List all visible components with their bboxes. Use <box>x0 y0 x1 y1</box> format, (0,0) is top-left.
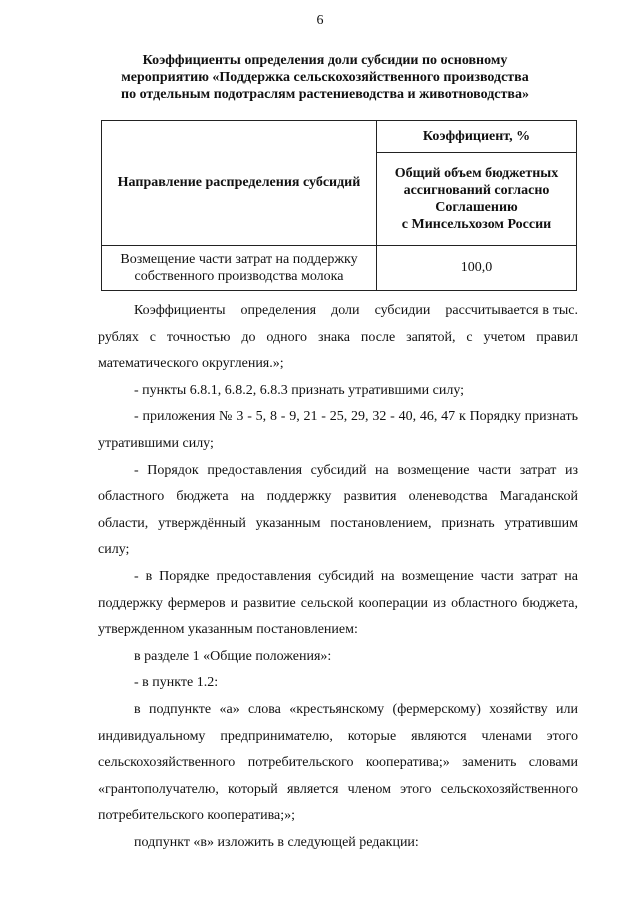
paragraph: - в пункте 1.2: <box>134 675 219 691</box>
page-number: 6 <box>316 13 324 28</box>
paragraph: - приложения № 3 - 5, 8 - 9, 21 - 25, 29, 32 - 40, 46, 47 к Порядку признать утратившими силу; <box>98 409 578 451</box>
paragraph: - в Порядке предоставления субсидий на возмещение части затрат на поддержку фермеров и развитие сельской кооперации из областного бюджета, утвержденном указанным постановлением: <box>98 568 578 638</box>
document-body <box>98 298 582 856</box>
table-header-row <box>102 121 577 153</box>
header-volume-line: ассигнований согласно <box>403 183 550 199</box>
header-coefficient: Коэффициент, % <box>377 121 577 153</box>
header-volume-line: с Минсельхозом России <box>401 217 552 233</box>
row-direction <box>102 246 377 291</box>
title-line: мероприятию «Поддержка сельскохозяйственного производства <box>121 70 529 85</box>
paragraph: - Порядок предоставления субсидий на возмещение части затрат из областного бюджета на поддержку развития оленеводства Магаданской области, утверждённый указанным постановлением, признать утратившим силу; <box>98 462 578 558</box>
paragraph: в подпункте «а» слова «крестьянскому (фермерскому) хозяйству или индивидуальному предпринимателю, которые являются членами этого сельскохозяйственного потребительского кооператива;» заменить словами <box>98 701 578 771</box>
coefficient-table <box>101 120 577 291</box>
title-line: по отдельным подотраслям растениеводства и животноводства» <box>121 87 529 102</box>
header-volume-line: Соглашению <box>435 200 518 216</box>
table-row <box>102 246 577 291</box>
paragraph: в разделе 1 «Общие положения»: <box>134 648 332 664</box>
header-volume-line: Общий объем бюджетных <box>394 166 559 182</box>
row-direction-line: собственного производства молока <box>134 269 344 284</box>
header-volume <box>377 153 577 246</box>
paragraph: - пункты 6.8.1, 6.8.2, 6.8.3 признать утратившими силу; <box>134 382 465 398</box>
paragraph: подпункт «в» изложить в следующей редакции: <box>134 834 419 850</box>
document-title <box>80 52 570 103</box>
header-direction: Направление распределения субсидий <box>102 121 377 246</box>
paragraph: Коэффициенты определения доли субсидии рассчитывается в тыс. рублях с точностью до одного знака после запятой, с учетом правил математического округления.»; <box>98 303 582 372</box>
row-direction-line: Возмещение части затрат на поддержку <box>120 252 358 267</box>
row-value: 100,0 <box>377 246 577 291</box>
paragraph: «грантополучателю, который является членом этого сельскохозяйственного потребительского кооператива;»; <box>98 781 578 824</box>
title-line: Коэффициенты определения доли субсидии по основному <box>142 53 508 68</box>
